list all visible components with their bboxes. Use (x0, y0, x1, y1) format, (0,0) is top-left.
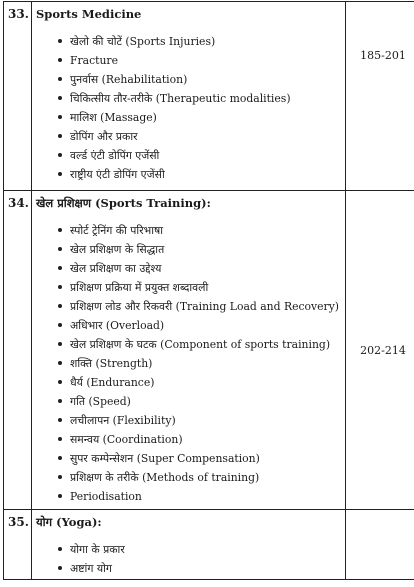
topic-text: सुपर कम्पेन्सेशन (Super Compensation) (70, 452, 260, 465)
section-title: योग (Yoga): (36, 515, 102, 529)
topic-item (58, 297, 341, 316)
topic-item (58, 316, 341, 335)
section-number: 33. (4, 2, 32, 191)
bullet-icon (58, 228, 62, 232)
topic-text: मालिश (Massage) (70, 111, 157, 124)
topic-item (58, 146, 341, 165)
bullet-icon (58, 58, 62, 62)
page-range: 185-201 (346, 2, 414, 191)
bullet-icon (58, 77, 62, 81)
topic-item (58, 468, 341, 487)
topic-item (58, 89, 341, 108)
bullet-icon (58, 437, 62, 441)
bullet-icon (58, 566, 62, 570)
topic-item (58, 221, 341, 240)
topic-text: खेल प्रशिक्षण के घटक (Component of sports training) (70, 338, 331, 351)
bullet-icon (58, 494, 62, 498)
topic-text: लचीलापन (Flexibility) (70, 414, 176, 427)
bullet-icon (58, 172, 62, 176)
section-title: Sports Medicine (36, 7, 142, 21)
topic-text: स्पोर्ट ट्रेनिंग की परिभाषा (70, 224, 164, 237)
topic-list (36, 221, 341, 506)
bullet-icon (58, 304, 62, 308)
topic-text: प्रशिक्षण लोड और रिकवरी (Training Load and Recovery) (70, 300, 340, 313)
topic-item (58, 70, 341, 89)
topic-item (58, 278, 341, 297)
topic-text: Fracture (70, 54, 118, 67)
topic-item (58, 259, 341, 278)
bullet-icon (58, 247, 62, 251)
topic-text: गति (Speed) (70, 395, 131, 408)
bullet-icon (58, 153, 62, 157)
topic-text: चिकित्सीय तौर-तरीके (Therapeutic modalities) (70, 92, 291, 105)
topic-text: खेलो की चोटें (Sports Injuries) (70, 35, 216, 48)
topic-text: प्रशिक्षण प्रक्रिया में प्रयुक्त शब्दावली (70, 281, 209, 294)
bullet-icon (58, 418, 62, 422)
topic-text: खेल प्रशिक्षण के सिद्धात (70, 243, 165, 256)
bullet-icon (58, 547, 62, 551)
section-row (4, 2, 414, 191)
topic-item (58, 108, 341, 127)
topic-text: वर्ल्ड एंटी डोपिंग एजेंसी (70, 149, 160, 162)
topic-list (36, 540, 341, 578)
section-row (4, 510, 414, 580)
bullet-icon (58, 115, 62, 119)
topic-text: पुनर्वास (Rehabilitation) (70, 73, 188, 86)
topic-item (58, 373, 341, 392)
section-title: खेल प्रशिक्षण (Sports Training): (36, 196, 211, 210)
page-range (346, 510, 414, 580)
topic-text: धैर्य (Endurance) (70, 376, 155, 389)
section-content (32, 510, 346, 580)
bullet-icon (58, 39, 62, 43)
topic-item (58, 392, 341, 411)
topic-item (58, 127, 341, 146)
bullet-icon (58, 456, 62, 460)
topic-text: Periodisation (70, 490, 142, 503)
topic-text: राष्ट्रीय एंटी डोपिंग एजेंसी (70, 168, 165, 181)
topic-item (58, 487, 341, 506)
bullet-icon (58, 323, 62, 327)
topic-item (58, 411, 341, 430)
page-range: 202-214 (346, 191, 414, 510)
topic-item (58, 430, 341, 449)
topic-item (58, 51, 341, 70)
topic-text: डोपिंग और प्रकार (70, 130, 138, 143)
topic-item (58, 32, 341, 51)
section-content (32, 191, 346, 510)
topic-text: शक्ति (Strength) (70, 357, 153, 370)
section-content (32, 2, 346, 191)
contents-body (4, 2, 414, 580)
topic-text: अधिभार (Overload) (70, 319, 165, 332)
section-number: 35. (4, 510, 32, 580)
contents-table (3, 1, 414, 580)
section-number: 34. (4, 191, 32, 510)
bullet-icon (58, 361, 62, 365)
bullet-icon (58, 266, 62, 270)
topic-list (36, 32, 341, 184)
topic-item (58, 240, 341, 259)
topic-item (58, 540, 341, 559)
topic-item (58, 165, 341, 184)
bullet-icon (58, 475, 62, 479)
bullet-icon (58, 96, 62, 100)
topic-item (58, 559, 341, 578)
bullet-icon (58, 285, 62, 289)
topic-item (58, 449, 341, 468)
topic-text: योगा के प्रकार (70, 543, 125, 556)
topic-text: समन्वय (Coordination) (70, 433, 183, 446)
topic-item (58, 354, 341, 373)
bullet-icon (58, 399, 62, 403)
topic-item (58, 335, 341, 354)
topic-text: प्रशिक्षण के तरीके (Methods of training) (70, 471, 260, 484)
topic-text: खेल प्रशिक्षण का उद्देश्य (70, 262, 162, 275)
topic-text: अष्टांग योग (70, 562, 112, 575)
section-row (4, 191, 414, 510)
bullet-icon (58, 380, 62, 384)
bullet-icon (58, 134, 62, 138)
bullet-icon (58, 342, 62, 346)
